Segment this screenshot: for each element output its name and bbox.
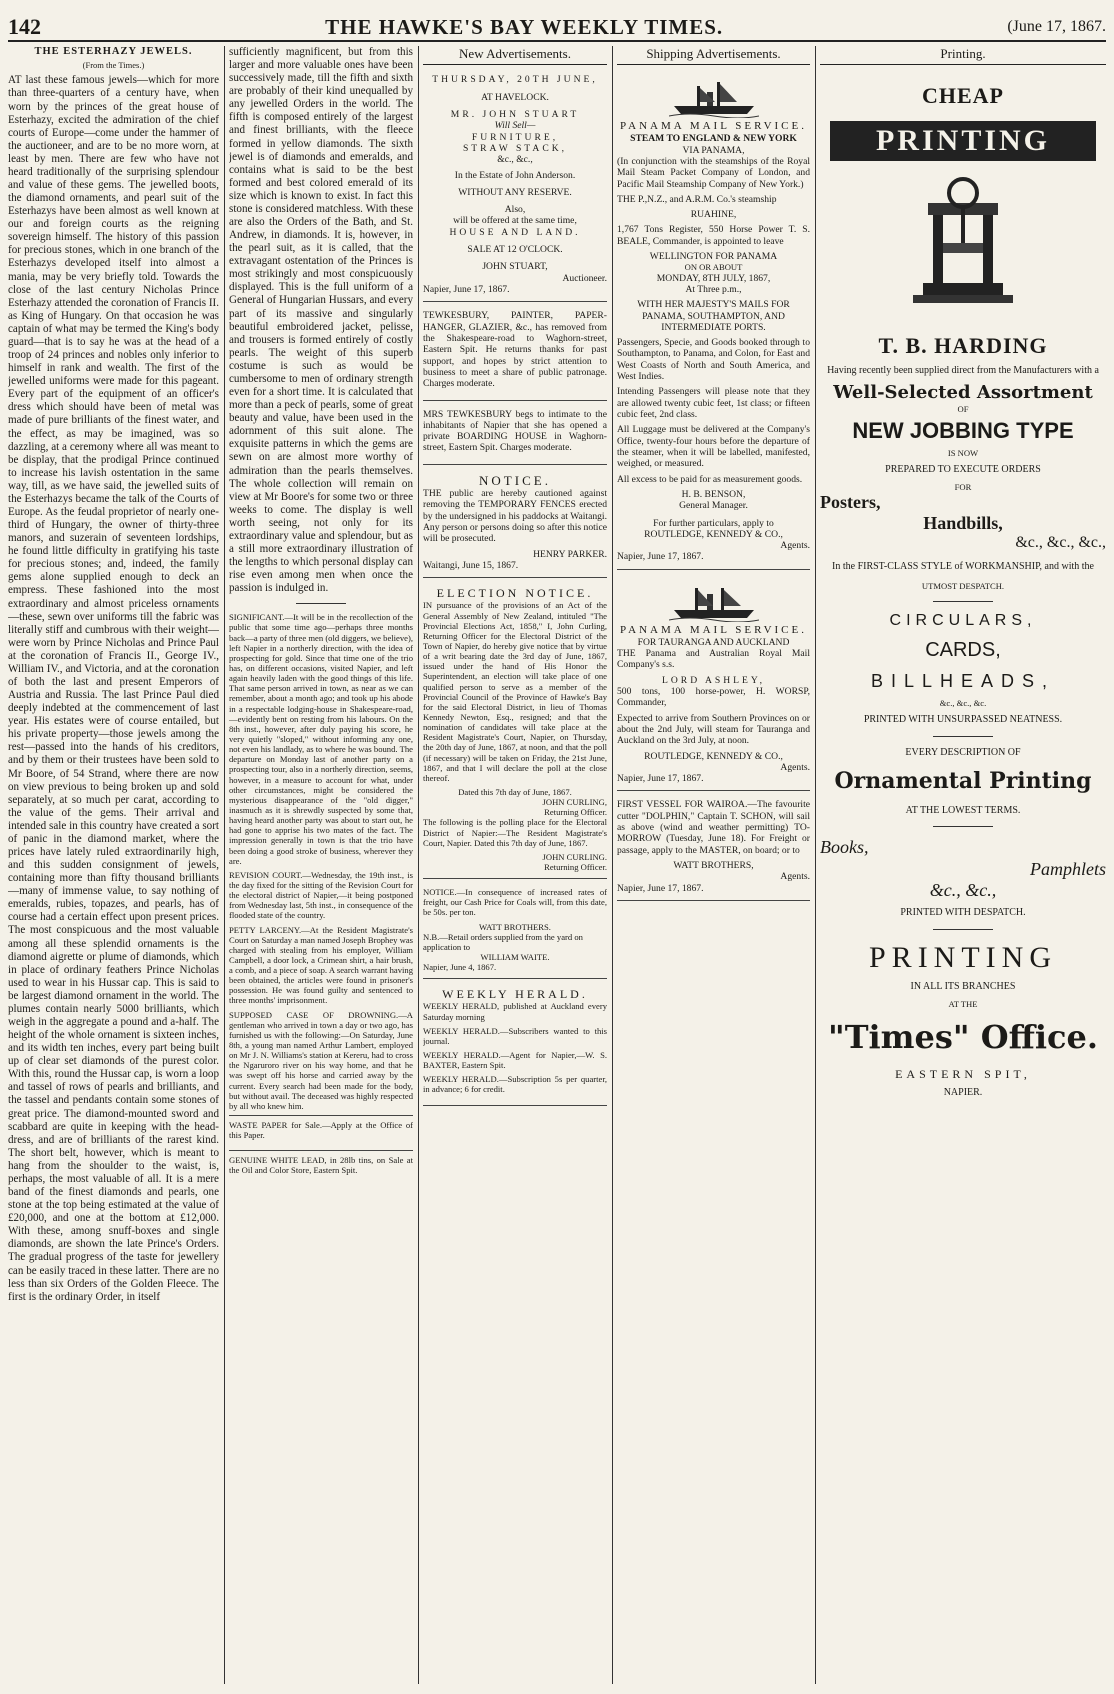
column-rule — [224, 46, 225, 1684]
notice-body: THE public are hereby cautioned against removing the TEMPORARY FENCES erected by the undersigned in his paddocks at Waitangi. Any person or persons doing so after this notice will be prosecuted. — [423, 488, 607, 545]
ornamental-line: Ornamental Printing — [834, 767, 1092, 794]
freight-body: NOTICE.—In consequence of increased rates of freight, our Cash Price for Coals will, from this date, be 50s. per ton. — [423, 887, 607, 918]
ad-waste-paper: WASTE PAPER for Sale.—Apply at the Office of this Paper. — [229, 1120, 413, 1141]
panama2-heading: PANAMA MAIL SERVICE. — [620, 623, 807, 636]
freight-signature: WATT BROTHERS. — [479, 921, 551, 932]
harding-heading: T. B. HARDING — [878, 332, 1048, 358]
item-straw-stack: STRAW STACK, — [462, 142, 568, 154]
panama-ad-date: Napier, June 17, 1867. — [617, 551, 704, 563]
issue-date: (June 17, 1867. — [1007, 18, 1106, 35]
etc-line: &c., &c., &c., — [1015, 534, 1106, 552]
manager-name: H. B. BENSON, — [681, 488, 746, 500]
freight-nb: N.B.—Retail orders supplied from the yard on application to — [423, 931, 583, 952]
for-line: FOR — [954, 481, 972, 492]
ship2-details: 500 tons, 100 horse-power, H. WORSP, Commander, — [617, 685, 810, 709]
via-line: VIA PANAMA, — [682, 144, 745, 156]
wairoa-date: Napier, June 17, 1867. — [617, 882, 704, 894]
column-news — [229, 46, 413, 1684]
printed-despatch-line: PRINTED WITH DESPATCH. — [900, 907, 1026, 918]
ad-panama-mail — [617, 70, 810, 569]
pamphlets-line: Pamphlets — [1030, 858, 1106, 879]
sale-time: SALE AT 12 O'CLOCK. — [467, 244, 563, 256]
handbills-line: Handbills, — [923, 513, 1003, 534]
article-source: (From the Times.) — [82, 60, 145, 71]
ad-mrs-tewkesbury: MRS TEWKESBURY begs to intimate to the inhabitants of Napier that she has opened a private BOARDING HOUSE in Waghorn-street, Eastern Spit. Charges moderate. — [423, 408, 607, 454]
house-land: HOUSE AND LAND. — [449, 226, 581, 238]
tauranga-line: FOR TAURANGA AND AUCKLAND — [637, 636, 790, 648]
watt-name: WATT BROTHERS, — [673, 860, 754, 872]
agents2-name: ROUTLEDGE, KENNEDY & CO., — [644, 750, 783, 762]
column-new-advertisements — [423, 46, 607, 1684]
manager-role: General Manager. — [679, 500, 748, 512]
column-esterhazy — [8, 46, 219, 1684]
expected-text: Expected to arrive from Southern Provinces on or about the 2nd July, will steam for Tauranga and Auckland on the 3rd July, at noon. — [617, 712, 810, 747]
ad-election — [423, 582, 607, 879]
every-line: EVERY DESCRIPTION OF — [905, 746, 1021, 758]
also-line: Also, — [504, 204, 526, 216]
column-rule — [418, 46, 419, 1684]
cards-line: CARDS, — [925, 638, 1001, 661]
ship2-name: LORD ASHLEY, — [662, 674, 765, 686]
news-drowning: SUPPOSED CASE OF DROWNING.—A gentleman who arrived in town a day or two ago, has furnished us with the following:—On Saturday, June 8th, a young man named Arthur Lambert, employed on Mr J. N. Williams's station at Kereru, had to cross the Ngaruroro river on his way home, and that he was swept off his horse and carried away by the current. Every search had been made for the body, but without avail. The deceased was highly respected by all who knew him. — [229, 1009, 413, 1111]
auction-place: AT HAVELOCK. — [481, 91, 549, 103]
ad-weekly-herald — [423, 983, 607, 1105]
printing2-heading: PRINTING — [869, 940, 1057, 974]
notice-date: Waitangi, June 15, 1867. — [423, 559, 519, 571]
circulars-line: CIRCULARS, — [889, 612, 1037, 630]
polling-place: The following is the polling place for the Electoral District of Napier:—The Resident Magistrate's Court, Napier. Dated this 7th day of June, 1867. — [423, 817, 607, 848]
agents-name: ROUTLEDGE, KENNEDY & CO., — [644, 528, 783, 540]
printing-banner: PRINTING — [830, 121, 1096, 160]
polling-signature: JOHN CURLING. — [542, 851, 607, 862]
etc2-line: &c., &c., &c. — [939, 697, 987, 708]
news-significant: SIGNIFICANT.—It will be in the recollection of the public that some time ago—perhaps three months back—a party of three men (old diggers, we believe), left Napier in a northerly direction, with the idea of prospecting for gold. Since that time one of the trio has, on different occasions, visited Napier, and left again heavily laden with the good things of this life. That same person arrived in town, as near as we can remember, about a month ago; and took up his abode in a respectable lodging-house in Shakespeare-road,—evidently bent on resting from his labours. On the 8th inst., however, after duly paying his score, he very quietly "sloped," without informing any one, not even his landlady, as to where he was bound. The departure on Monday last of another party on a prospecting tour, also in a northerly direction, seems, however, in a measure to account for what, under other circumstances, might be considered the mysterious disappearance of the "old digger," inasmuch as it is shrewdly suspected by some that, having heard another party was about to start out, he had gone to apprise his two mates of the fact. The impression generally in town is that the trio have been doing a good stroke of business, wherever they are. — [229, 612, 413, 866]
first-class-line: In the FIRST-CLASS STYLE of WORKMANSHIP, and with the — [832, 561, 1094, 573]
of-line: OF — [957, 403, 969, 414]
notice-signature: HENRY PARKER. — [533, 548, 607, 560]
is-now-line: IS NOW — [947, 447, 979, 458]
ad-freight-notice — [423, 883, 607, 979]
billheads-line: BILLHEADS, — [870, 670, 1056, 691]
eastern-spit-line: EASTERN SPIT, — [895, 1066, 1031, 1081]
conjunction-text: (In conjunction with the steamships of the Royal Mail Steam Packet Company of London, and Pacific Mail Steamship Company of New York.) — [617, 155, 810, 190]
freight-date: Napier, June 4, 1867. — [423, 962, 497, 973]
napier-line: NAPIER. — [943, 1087, 983, 1099]
polling-role: Returning Officer. — [544, 861, 607, 872]
election-role: Returning Officer. — [544, 807, 607, 818]
panama-heading: PANAMA MAIL SERVICE. — [620, 120, 807, 133]
unsurpassed-line: PRINTED WITH UNSURPASSED NEATNESS. — [863, 713, 1063, 725]
cheap-heading: CHEAP — [922, 83, 1004, 109]
ad-notice — [423, 469, 607, 579]
company2-line: THE Panama and Australian Royal Mail Company's s.s. — [617, 648, 810, 671]
herald-line-2: WEEKLY HERALD.—Subscribers wanted to this journal. — [423, 1025, 607, 1046]
herald-heading: WEEKLY HERALD. — [442, 987, 588, 1002]
books-line: Books, — [820, 837, 869, 858]
further-line: For further particulars, apply to — [653, 517, 774, 529]
at-the-line: AT THE — [948, 998, 978, 1009]
article-body-part1: AT last these famous jewels—which for more than three-quarters of a century have, when worn by the princes of the great house of Esterhazy, excited the admiration of the chief courts of Europe—come under the hammer of the auctioneer, and are to be no more worn, at least by men. There are few who have not heard traditionally of the surprising splendour and value of these gems. The jewelled boots, the diamond ornaments, and pearl suit of the Esterhazys have been almost as well known at our and foreign courts as the reigning sovereign himself. The history of this passion for precious stones, which in one branch of the Esterhazys developed itself into almost a mania, may be very briefly told. Towards the close of the last century Nicholas Prince Esterhazy attended the coronation of Francis II. as King of Hungary. On that occasion he was captain of what may be termed the King's body guard—that is to say he was at the head of a troop of 24 princes and nobles only inferior to himself in rank and wealth. The first of the jewelled uniforms were made for this pageant. Every part of the equipment of an officer's dress which should have been of metal was made of pure brilliants of the finest water, and the effect, as may be imagined, was so dazzling, at a ceremony where all was meant to be display, that the prodigal Prince continued to increase his lavish ostentation in the same way, till, as we have said, the jewelled suits of the Esterhazys became the talk of the Courts of Europe. As the feudal proprietor of nearly one-third of Hungary, the owner of thirty-three manors, and suzerain of seventeen lordships, he found little difficulty in gratifying his taste for precious stones; and, indeed, the family gems alone supplied enough to deck an empress. These fashioned into the most extraordinary and almost priceless ornaments—these, sewn over uniforms till the fabric was literally stiff and cumbrous with their weight—were worn by Prince Nicholas and Prince Paul at the coronation of Francis II., George IV., William IV., and Victoria, and at the coronation of both the last and present Emperors of Austria and Russia. The last Prince Paul died deeply indebted at the commencement of last year. His estates were of course entailed, but his private property—those jewels among the rest—passed into the hands of his creditors, and by them or their trustees have been sold to Mr Boore, of 54 Strand, where there are now on view previous to being broken up and sold separately, at so much per carat, according to the value of the gems. Their arrival and intended sale in this country have created a sort of panic in the diamond market, where the prices have lately ruled extraordinarily high, and this sudden consignment of jewels, containing more than fifty thousand brilliants—many of immense value, to say nothing of emeralds, rubies, topazes, and pearls, has of course had a certain effect upon present prices. The most conspicuous and the most valuable among all these splendid ornaments is the diamond aigrette or plume of diamonds, which in place of ordinary feathers Prince Nicholas used to wear in his Hussar cap. This is said to be largest diamond ornament in the world. The plumes contain nearly 5000 brilliants, which weigh in the aggregate a pound and a-half. The height of the whole ornament is sixteen inches, and its width ten inches, every part being built up of clear set diamonds of the purest color. With this, round the Hussar cap, is worn a loop and tassel of rows of pearls and brilliants, and the tassel and pendants contain some stones of great price. The diamond-mounted sword and scabbard are quite in keeping with the head-dress, and are of brilliants of the rarest kind. The short belt, however, which is meant to hang from the shoulder to the waist, is, perhaps, the most valuable of all. It is a mere band of the finest diamonds and pearls, one stone at the top being estimated at the value of £20,000, and one at the bottom at £12,000. With these, among snuff-boxes and single diamonds, are shown the late Prince's Orders. The gradual progress of the taste for jewellery can be easily traced in these latter. There are no less than six Orders of the Golden Fleece. The first is the ordinary Order, in itself — [8, 74, 219, 1303]
column-header: New Advertisements. — [423, 46, 607, 65]
item-etc: &c., &c., — [497, 154, 533, 166]
times-office-line: "Times" Office. — [828, 1018, 1098, 1057]
article-body-part2: sufficiently magnificent, but from this larger and more valuable ones have been successively made, till the fifth and sixth are probably of their kind unequalled by any jewelled Orders in the world. The fifth is composed entirely of the largest and finest brilliants, with the fleece formed in yellow diamonds. The sixth jewel is of diamonds and emeralds, and contains what is said to be the best formed and best colored emerald of its size which is known to exist. In fact this stone is considered matchless. With these are also the Orders of the Bath, and St. Andrew, in diamonds. It is, however, in the pearl suit, as it is called, that the extravagant ostentation of the Princes is most strikingly and most conspicuously displayed. This is the full uniform of a General of Hungarian Hussars, and every part of its massive and singularly beautiful embroidered jacket, pelisse, and trousers is formed entirely of costly pearls. The weight of this superb costume is such as would be cumbersome to men of ordinary strength even for a short time. It is calculated that more than a peck of pearls, some of great beauty and value, have been used in the adornment of this suit alone. The exquisite patterns in which the gems are sewn on are almost more worthy of admiration than the pearls themselves. The whole collection will remain on view at Mr Boore's for some two or three weeks to come. The display is well worth seeing, not only for its extraordinary value and splendour, but as a still more extraordinary illustration of the lengths to which personal display can rise even among men when once the passion is indulged in. — [229, 46, 413, 595]
column-header: Shipping Advertisements. — [617, 46, 810, 65]
printing-press-icon — [903, 173, 1023, 323]
estate-line: In the Estate of John Anderson. — [454, 169, 576, 181]
notice-heading: NOTICE. — [479, 472, 551, 488]
news-revision-court: REVISION COURT.—Wednesday, the 19th inst., is the day fixed for the sitting of the Revision Court for the electoral district of Napier,—it being postponed from Wednesday last, 5th inst., in consequence of the flooded state of the country. — [229, 869, 413, 921]
article-heading: THE ESTERHAZY JEWELS. — [34, 46, 193, 57]
election-date: Dated this 7th day of June, 1867. — [458, 786, 572, 797]
intending-text: Intending Passengers will please note that they are allowed twenty cubic feet, 1st class; or fifteen cubic feet, 2nd class. — [617, 386, 810, 420]
passengers-text: Passengers, Specie, and Goods booked through to Southampton, to Panama, and Colon, for East and West Coasts of North and South America, and West Indies. — [617, 337, 810, 383]
steam-line: STEAM TO ENGLAND & NEW YORK — [630, 133, 797, 145]
news-petty-larceny: PETTY LARCENY.—At the Resident Magistrate's Court on Saturday a man named Joseph Brophey was charged with stealing from his employer, William Campbell, a door lock, a Crimean shirt, a hair brush, a comb, and a piece of soap. A search warrant having been obtained, the articles were found in prisoner's possession. He was found guilty and sentenced to three months' imprisonment. — [229, 924, 413, 1006]
auctioneer-line: MR. JOHN STUART — [450, 108, 580, 120]
despatch-line: UTMOST DESPATCH. — [921, 580, 1005, 591]
ad-auction — [423, 70, 607, 302]
item-furniture: FURNITURE, — [471, 131, 559, 143]
will-sell: Will Sell— — [494, 120, 536, 132]
route-line: WELLINGTON FOR PANAMA — [649, 251, 778, 263]
agents-label: Agents. — [780, 540, 810, 552]
auctioneer-signature: JOHN STUART, — [482, 261, 548, 273]
newspaper-title: THE HAWKE'S BAY WEEKLY TIMES. — [325, 14, 724, 39]
steamship-icon — [669, 78, 759, 118]
well-selected-line: Well-Selected Assortment — [833, 382, 1093, 404]
wairoa-text: FIRST VESSEL FOR WAIROA.—The favourite cutter "DOLPHIN," Captain T. SCHON, will sail as above (wind and weather permitting) TO-MORROW (Tuesday, June 18). For Freight or passage, apply to the MASTER, on board; or to — [617, 799, 810, 856]
watt-agents: Agents. — [780, 871, 810, 883]
column-header: Printing. — [820, 46, 1106, 65]
harding-text: Having recently been supplied direct from the Manufacturers with a — [827, 364, 1099, 376]
masthead — [8, 14, 1106, 42]
agents2-label: Agents. — [780, 761, 810, 773]
also-text: will be offered at the same time, — [453, 215, 577, 227]
branches-line: IN ALL ITS BRANCHES — [910, 981, 1016, 993]
election-signature: JOHN CURLING, — [542, 797, 607, 808]
auction-ad-date: Napier, June 17, 1867. — [423, 284, 510, 296]
luggage-text: All Luggage must be delivered at the Company's Office, twenty-four hours before the departure of the steamer, when it will be labelled, manifested, weighed, or measured. — [617, 424, 810, 470]
ad-white-lead: GENUINE WHITE LEAD, in 28lb tins, on Sale at the Oil and Color Store, Eastern Spit. — [229, 1155, 413, 1176]
company-line: THE P.,N.Z., and A.R.M. Co.'s steamship — [617, 193, 777, 205]
ship-name: RUAHINE, — [690, 209, 737, 221]
column-rule — [815, 46, 816, 1684]
herald-line-4: WEEKLY HERALD.—Subscription 5s per quarter, in advance; 6 for credit. — [423, 1074, 607, 1095]
freight-nb-name: WILLIAM WAITE. — [480, 951, 550, 962]
ship-details: 1,767 Tons Register, 550 Horse Power T. S. BEALE, Commander, is appointed to leave — [617, 224, 810, 247]
column-rule — [612, 46, 613, 1684]
departure-time: At Three p.m., — [685, 283, 742, 295]
ad-tewkesbury: TEWKESBURY, PAINTER, PAPER-HANGER, GLAZIER, &c., has removed from the Shakespeare-road to Waghorn-street, Eastern Spit. He returns thanks for past support, and hopes by strict attention to business to meet a share of public patronage. Charges moderate. — [423, 310, 607, 390]
mails-line: WITH HER MAJESTY'S MAILS FOR PANAMA, SOUTHAMPTON, AND INTERMEDIATE PORTS. — [637, 299, 790, 333]
etc3-line: &c., &c., — [929, 879, 997, 900]
column-shipping — [617, 46, 810, 1684]
reserve-line: WITHOUT ANY RESERVE. — [458, 186, 572, 198]
auctioneer-title: Auctioneer. — [562, 272, 607, 284]
auction-date: THURSDAY, 20TH JUNE, — [432, 74, 598, 86]
about-line: ON OR ABOUT — [684, 262, 743, 273]
new-type-line: NEW JOBBING TYPE — [852, 417, 1074, 443]
page-number: 142 — [8, 14, 41, 39]
election-body: IN pursuance of the provisions of an Act of the General Assembly of New Zealand, intituled "The Provincial Elections Act, 1858," I, John Curling, Returning Officer for the Electoral District of the Town of Napier, do hereby give notice that by virtue of a writ bearing date the 3rd day of June, 1867, issued under the hand of His Honor the Superintendent, an election will take place of one qualified person to serve as a member of the Provincial Council of the Province of Hawke's Bay for the said Electoral District, in lieu of Thomas Kennedy Newton, Esq., resigned; and that the nomination of candidates will take place at the Resident Magistrate's Court, Napier, on Thursday, the 20th day of June, 1867, at noon, and that the poll (if necessary) will be taken on Friday, the 21st June, 1867, and that I will declare the poll at the close thereof. — [423, 600, 607, 783]
departure-date: MONDAY, 8TH JULY, 1867, — [656, 272, 771, 284]
panama2-ad-date: Napier, June 17, 1867. — [617, 773, 704, 785]
excess-text: All excess to be paid for as measurement goods. — [617, 473, 803, 485]
ad-panama-mail-2 — [617, 574, 810, 792]
steamship-icon — [669, 582, 759, 622]
election-heading: ELECTION NOTICE. — [436, 586, 594, 601]
lowest-line: AT THE LOWEST TERMS. — [905, 804, 1021, 816]
posters-line: Posters, — [820, 491, 881, 512]
ad-wairoa — [617, 795, 810, 901]
prepared-line: PREPARED TO EXECUTE ORDERS — [885, 463, 1041, 475]
herald-line-1: WEEKLY HERALD, published at Auckland every Saturday morning — [423, 1001, 607, 1022]
herald-line-3: WEEKLY HERALD.—Agent for Napier,—W. S. BAXTER, Eastern Spit. — [423, 1049, 607, 1071]
column-printing — [820, 46, 1106, 1684]
